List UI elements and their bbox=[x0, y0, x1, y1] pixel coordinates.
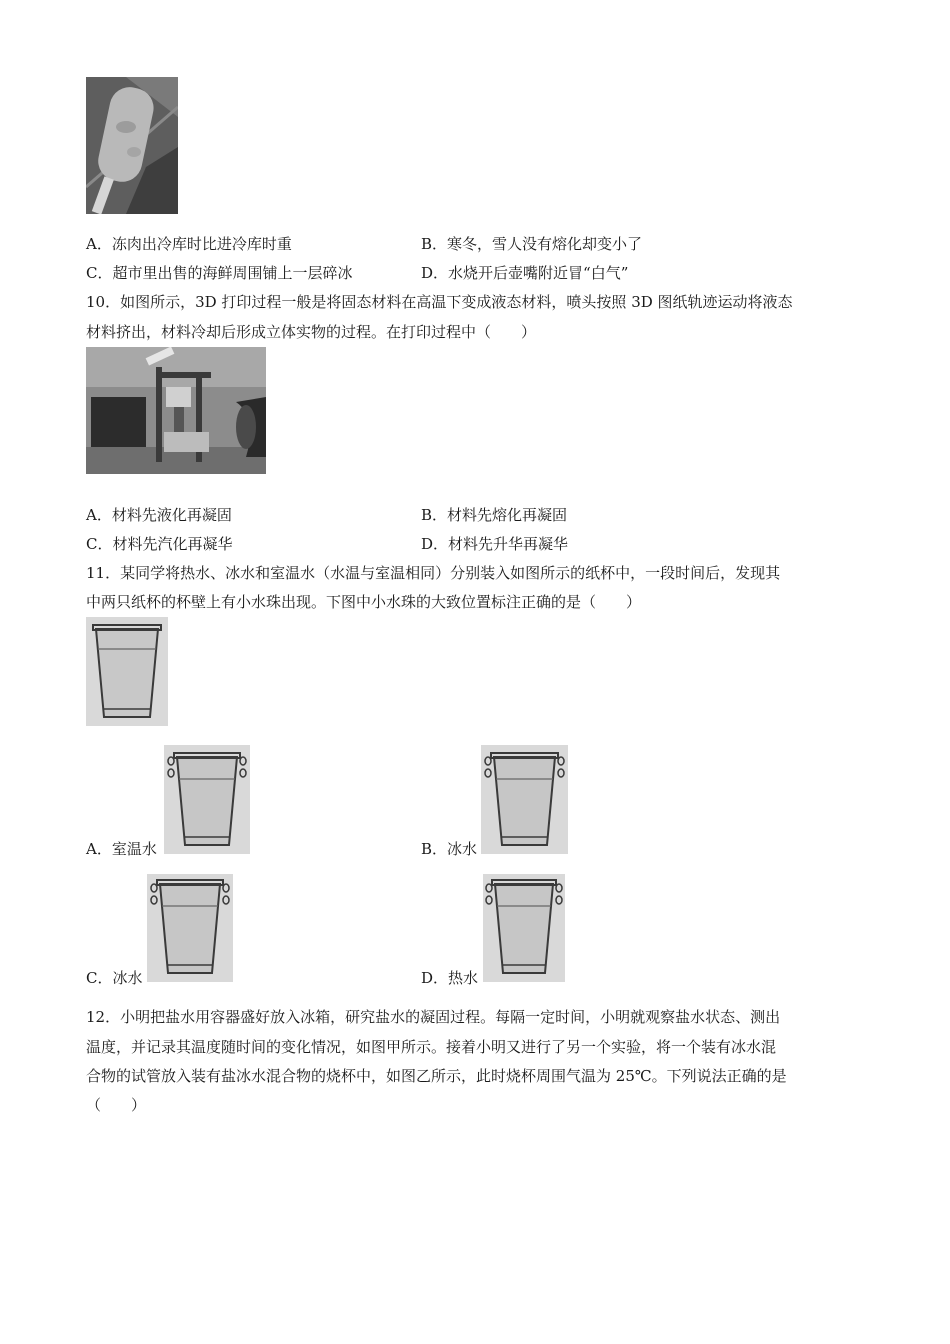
cup-reference-figure bbox=[86, 617, 168, 726]
q9-option-b: B．寒冬，雪人没有熔化却变小了 bbox=[421, 235, 643, 253]
q10-stem-line2: 材料挤出，材料冷却后形成立体实物的过程。在打印过程中（ ） bbox=[86, 323, 537, 341]
q10-stem-line1: 10．如图所示，3D 打印过程一般是将固态材料在高温下变成液态材料，喷头按照 3D 图纸轨迹运动将液态 bbox=[86, 293, 793, 311]
q9-option-d: D．水烧开后壶嘴附近冒“白气” bbox=[421, 264, 629, 282]
q10-option-c: C．材料先汽化再凝华 bbox=[86, 535, 233, 553]
popsicle-photo bbox=[86, 77, 178, 214]
cup-option-b-figure bbox=[481, 745, 568, 854]
cup-option-d-figure bbox=[483, 874, 565, 982]
q12-stem-line4: （ ） bbox=[86, 1096, 147, 1114]
q10-option-d: D．材料先升华再凝华 bbox=[421, 535, 569, 553]
q12-stem-line3: 合物的试管放入装有盐冰水混合物的烧杯中，如图乙所示，此时烧杯周围气温为 25℃。下列说法正确的是 bbox=[86, 1067, 787, 1085]
cup-option-a-figure bbox=[164, 745, 250, 854]
q9-option-a: A．冻肉出冷库时比进冷库时重 bbox=[86, 235, 292, 253]
q11-stem-line2: 中两只纸杯的杯壁上有小水珠出现。下图中小水珠的大致位置标注正确的是（ ） bbox=[86, 593, 642, 611]
q12-stem-line1: 12．小明把盐水用容器盛好放入冰箱，研究盐水的凝固过程。每隔一定时间，小明就观察盐水状态、测出 bbox=[86, 1008, 781, 1026]
q11-option-b-label: B．冰水 bbox=[421, 840, 478, 858]
q10-option-b: B．材料先熔化再凝固 bbox=[421, 506, 568, 524]
q11-stem-line1: 11．某同学将热水、冰水和室温水（水温与室温相同）分别装入如图所示的纸杯中，一段时间后，发现其 bbox=[86, 564, 781, 582]
q12-stem-line2: 温度，并记录其温度随时间的变化情况，如图甲所示。接着小明又进行了另一个实验，将一个装有冰水混 bbox=[86, 1038, 777, 1056]
q11-option-a-label: A．室温水 bbox=[86, 840, 157, 858]
q11-option-c-label: C．冰水 bbox=[86, 969, 143, 987]
q10-option-a: A．材料先液化再凝固 bbox=[86, 506, 232, 524]
cup-option-c-figure bbox=[147, 874, 233, 982]
q9-option-c: C．超市里出售的海鲜周围铺上一层碎冰 bbox=[86, 264, 353, 282]
q11-option-d-label: D．热水 bbox=[421, 969, 479, 987]
3d-printer-photo bbox=[86, 347, 266, 474]
